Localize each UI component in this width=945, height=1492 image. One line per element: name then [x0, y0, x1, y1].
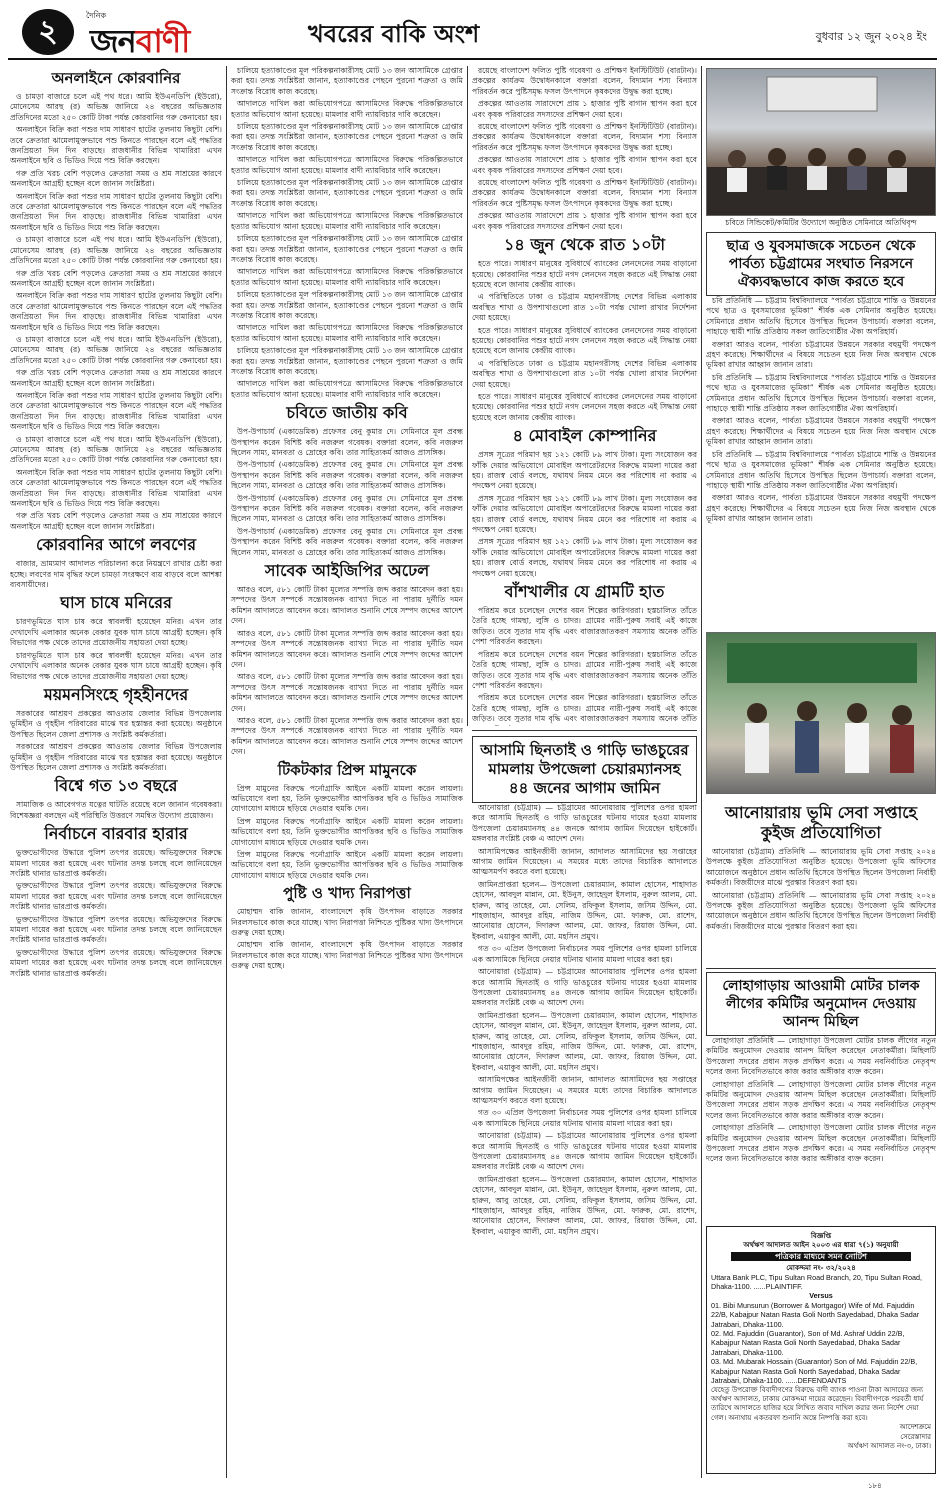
article-text: গরু প্রতি খরচ বেশি পড়লেও ক্রেতারা সময় ও শ্রম সাশ্রয়ের কারণে অনলাইনে আগ্রহী হচ্ছেন বলে জানান সংশ্লিষ্টরা।	[10, 268, 222, 288]
article-text: ও চামড়া বাজারে চলে এই পথ ধরে। আমি ইউএনডিপি (ইউরো), মোনেসেম আরছ (র) অভিজ্ঞ জানিয়ে ২৪ বছরের অভিজ্ঞতায় প্রতিদিনের মতো ২৫০ কোটি টাকা পর্যন্ত কোরবানির গরু কেনাবেচা হয়।	[10, 334, 222, 365]
article-text: আদালতে দাখিল করা অভিযোগপত্রে আসামিদের বিরুদ্ধে পরিকল্পিতভাবে হত্যার অভিযোগ আনা হয়েছে। মামলার বাদী ন্যায়বিচার দাবি করেছেন।	[231, 155, 463, 175]
column-3	[472, 66, 697, 726]
notice-subtitle: অর্থঋণ আদালত আইন ২০০৩ এর ধারা ৭(১) অনুযায়ী	[743, 1240, 899, 1250]
notice-case-number: মোকদ্দমা নং- ৩২/২০২৪	[786, 1263, 856, 1273]
column-1	[10, 66, 222, 1478]
article-text: সরকারের আশ্রয়ণ প্রকল্পের আওতায় জেলার বিভিন্ন উপজেলায় ভূমিহীন ও গৃহহীন পরিবারের মাঝে ঘর হস্তান্তর করা হয়েছে। অনুষ্ঠানে উপস্থিত ছিলেন জেলা প্রশাসক ও সংশ্লিষ্ট কর্মকর্তারা।	[10, 708, 222, 739]
article-text: রয়েছে বাংলাদেশ ফলিত পুষ্টি গবেষণা ও প্রশিক্ষণ ইনস্টিটিউট (বারটান)। প্রকল্পের কার্যক্রম উদ্বোধনকালে বক্তারা বলেন, বিদ্যমান শস্য বিন্যাস পরিবর্তন করে পুষ্টিসমৃদ্ধ ফসল উৎপাদনে কৃষকদের উদ্বুদ্ধ করা হচ্ছে।	[472, 178, 697, 208]
article-text: গরু প্রতি খরচ বেশি পড়লেও ক্রেতারা সময় ও শ্রম সাশ্রয়ের কারণে অনলাইনে আগ্রহী হচ্ছেন বলে জানান সংশ্লিষ্টরা।	[10, 168, 222, 189]
article-text: লোহাগাড়া প্রতিনিধি — লোহাগাড়া উপজেলা মোটর চালক লীগের নতুন কমিটির অনুমোদন দেওয়ায় আনন্দ মিছিল করেছেন নেতাকর্মীরা। মিছিলটি উপজেলা সদরের প্রধান সড়ক প্রদক্ষিণ করে। এ সময় নবনির্বাচিত নেতৃবৃন্দ দলের জন্য নিবেদিতভাবে কাজ করার অঙ্গীকার ব্যক্ত করেন।	[706, 1123, 936, 1164]
article-text: চারণভূমিতে ঘাস চাষ করে স্বাবলম্বী হয়েছেন মনির। এখন তার দেখাদেখি এলাকার অনেক বেকার যুবক ঘাস চাষে আগ্রহী হচ্ছেন। কৃষি বিভাগের পক্ষ থেকে তাদের প্রয়োজনীয় সহায়তা দেয়া হচ্ছে।	[10, 650, 222, 681]
article-text: লোহাগাড়া প্রতিনিধি — লোহাগাড়া উপজেলা মোটর চালক লীগের নতুন কমিটির অনুমোদন দেওয়ায় আনন্দ মিছিল করেছেন নেতাকর্মীরা। মিছিলটি উপজেলা সদরের প্রধান সড়ক প্রদক্ষিণ করে। এ সময় নবনির্বাচিত নেতৃবৃন্দ দলের জন্য নিবেদিতভাবে কাজ করার অঙ্গীকার ব্যক্ত করেন।	[706, 1079, 936, 1120]
headline-nutrition: পুষ্টি ও খাদ্য নিরাপত্তা	[283, 884, 411, 903]
article-text: আরও বলে, ৫৮১ কোটি টাকা মূল্যের সম্পত্তি জব্দ করার আবেদন করা হয়। সম্পদের উৎস সম্পর্কে সন্তোষজনক ব্যাখ্যা দিতে না পারায় দুর্নীতি দমন কমিশন আদালতে আবেদন করে। আদালত শুনানি শেষে সম্পদ জব্দের আদেশ দেন।	[231, 715, 463, 757]
article-text: আদালতে দাখিল করা অভিযোগপত্রে আসামিদের বিরুদ্ধে পরিকল্পিতভাবে হত্যার অভিযোগ আনা হয়েছে। মামলার বাদী ন্যায়বিচার দাবি করেছেন।	[231, 211, 463, 231]
section-divider	[472, 730, 697, 731]
article-text: আনোয়ারা (চট্টগ্রাম) — চট্টগ্রামের আনোয়ারায় পুলিশের ওপর হামলা করে আসামি ছিনতাই ও গাড়ি ভাঙচুরের ঘটনায় দায়ের হওয়া মামলায় উপজেলা চেয়ারম্যানসহ ৪৪ জনকে আগাম জামিন দিয়েছেন হাইকোর্ট। মঙ্গলবার সংশ্লিষ্ট বেঞ্চ এ আদেশ দেন।	[472, 1131, 697, 1172]
quiz-photo-scene	[707, 633, 936, 794]
article-text: আদালতে দাখিল করা অভিযোগপত্রে আসামিদের বিরুদ্ধে পরিকল্পিতভাবে হত্যার অভিযোগ আনা হয়েছে। মামলার বাদী ন্যায়বিচার দাবি করেছেন।	[231, 323, 463, 343]
article-text: উপ-উপাচার্য (একাডেমিক) প্রফেসর বেনু কুমার দে। সেমিনারে মূল প্রবন্ধ উপস্থাপন করেন বিশিষ্ট কবি নজরুল গবেষক। বক্তারা বলেন, কবি নজরুল ছিলেন সাম্য, মানবতা ও দ্রোহের কবি। তার সাহিত্যকর্ম আজও প্রাসঙ্গিক।	[231, 427, 463, 457]
article-text: প্রকল্পের আওতায় সারাদেশে প্রায় ১ হাজার পুষ্টি বাগান স্থাপন করা হবে এবং কৃষক পরিবারের সদস্যদের প্রশিক্ষণ দেয়া হবে।	[472, 99, 697, 119]
masthead	[8, 6, 937, 60]
headline-grass: ঘাস চাষে মনিরের	[60, 593, 172, 613]
notice-defendant-2: 02. Md. Fajuddin (Guarantor), Son of Md. Ashraf Uddin 22/B, Kabajpur Natan Rasta Goli North Sayedabad, Dhaka Sadar Jatrabari, Dhaka-1100.	[711, 1329, 905, 1357]
court-notice	[706, 1226, 936, 1474]
article-text: আরও বলে, ৫৮১ কোটি টাকা মূল্যের সম্পত্তি জব্দ করার আবেদন করা হয়। সম্পদের উৎস সম্পর্কে সন্তোষজনক ব্যাখ্যা দিতে না পারায় দুর্নীতি দমন কমিশন আদালতে আবেদন করে। আদালত শুনানি শেষে সম্পদ জব্দের আদেশ দেন।	[231, 628, 463, 669]
article-text: জামিনপ্রাপ্তরা হলেন— উপজেলা চেয়ারম্যান, কামাল হোসেন, শাহাদাত হোসেন, আবদুল মান্নান, মো. ইউনুস, জাহেদুল ইসলাম, নুরুল আলম, মো. হারুন, আবু তাহের, মো. সেলিম, রফিকুল ইসলাম, জসিম উদ্দিন, মো. শাহজাহান, আবদুর রহিম, নাজিম উদ্দিন, মো. ফারুক, মো. রাশেদ, আনোয়ার হোসেন, দিদারুল আলম, মো. জাফর, রিয়াজ উদ্দিন, মো. ইকবাল, এয়াকুব আলী, মো. মহসিন প্রমুখ।	[472, 1174, 697, 1236]
article-text: আরও বলে, ৫৮১ কোটি টাকা মূল্যের সম্পত্তি জব্দ করার আবেদন করা হয়। সম্পদের উৎস সম্পর্কে সন্তোষজনক ব্যাখ্যা দিতে না পারায় দুর্নীতি দমন কমিশন আদালতে আবেদন করে। আদালত শুনানি শেষে সম্পদ জব্দের আদেশ দেন।	[231, 585, 463, 626]
article-text: ও চামড়া বাজারে চলে এই পথ ধরে। আমি ইউএনডিপি (ইউরো), মোনেসেম আরছ (র) অভিজ্ঞ জানিয়ে ২৪ বছরের অভিজ্ঞতায় প্রতিদিনের মতো ২৫০ কোটি টাকা পর্যন্ত কোরবানির গরু কেনাবেচা হয়।	[10, 434, 222, 465]
page-code: ১৮৪	[868, 1482, 882, 1490]
headline-election: নির্বাচনে বারবার হারার	[44, 824, 188, 844]
headline-anwara-quiz: আনোয়ারায় ভূমি সেবা সপ্তাহে কুইজ প্রতিযোগিতা	[724, 803, 918, 842]
article-text: আনোয়ারা (চট্টগ্রাম) প্রতিনিধি — আনোয়ারায় ভূমি সেবা সপ্তাহ ২০২৪ উপলক্ষে কুইজ প্রতিযোগিতা অনুষ্ঠিত হয়েছে। উপজেলা ভূমি অফিসের আয়োজনে অনুষ্ঠানে প্রধান অতিথি হিসেবে উপস্থিত ছিলেন উপজেলা নির্বাহী কর্মকর্তা। বিজয়ীদের মাঝে পুরস্কার বিতরণ করা হয়।	[706, 847, 936, 888]
article-text: অনলাইনে বিক্রি করা পশুর দাম সাধারণ হাটের তুলনায় কিছুটা বেশি। তবে ক্রেতারা ঝামেলামুক্তভাবে পশু কিনতে পারছেন বলে এই পদ্ধতির জনপ্রিয়তা দিন দিন বাড়ছে। রাজধানীর বিভিন্ন খামারিরা এখন অনলাইনে ছবি ও ভিডিও দিয়ে পশু বিক্রি করছেন।	[10, 390, 222, 432]
article-text: পরিশ্রম করে চলেছেন দেশের বয়ন শিল্পের কারিগররা। হস্তচালিত তাঁতে তৈরি হচ্ছে গামছা, লুঙ্গি ও চাদর। গ্রামের নারী-পুরুষ সবাই এই কাজে জড়িত। তবে সুতার দাম বৃদ্ধি এবং বাজারজাতকরণ সমস্যায় অনেক তাঁতি পেশা পরিবর্তন করছেন।	[472, 649, 697, 690]
article-text: চালিয়ে হত্যাকাণ্ডের মূল পরিকল্পনাকারীসহ মোট ১৩ জন আসামিকে গ্রেপ্তার করা হয়। তদন্ত সংশ্লিষ্টরা জানান, হত্যাকাণ্ডের পেছনে পুরনো শত্রুতা ও জমি সংক্রান্ত বিরোধ কাজ করেছে।	[231, 122, 463, 152]
notice-banner: পত্রিকার মাধ্যমে সমন নোটিশ	[731, 1252, 911, 1261]
article-text: ভুক্তভোগীদের উদ্ধারে পুলিশ তৎপর রয়েছে। অভিযুক্তদের বিরুদ্ধে মামলা দায়ের করা হয়েছে এবং ঘটনার তদন্ত চলছে বলে জানিয়েছেন সংশ্লিষ্ট থানার ভারপ্রাপ্ত কর্মকর্তা।	[10, 881, 222, 912]
newspaper-logo	[90, 16, 189, 70]
headline-banshkhali: বাঁশখালীর যে গ্রামটি হাত	[504, 582, 665, 602]
article-text: আরও বলে, ৫৮১ কোটি টাকা মূল্যের সম্পত্তি জব্দ করার আবেদন করা হয়। সম্পদের উৎস সম্পর্কে সন্তোষজনক ব্যাখ্যা দিতে না পারায় দুর্নীতি দমন কমিশন আদালতে আবেদন করে। আদালত শুনানি শেষে সম্পদ জব্দের আদেশ দেন।	[231, 672, 463, 713]
notice-body: যেহেতু উপরোক্ত বিবাদীগণের বিরুদ্ধে বাদী ব্যাংক পাওনা টাকা আদায়ের জন্য অর্থঋণ আদালত, ঢাকায় মোকদ্দমা দায়ের করেছেন। বিবাদীগণকে পরবর্তী ধার্য তারিখে আদালতে হাজির হয়ে লিখিত জবাব দাখিল করার জন্য নির্দেশ দেয়া গেল। অন্যথায় একতরফা শুনানি অন্তে নিষ্পত্তি করা হবে।	[711, 1385, 924, 1422]
notice-versus: Versus	[809, 1291, 833, 1301]
article-text: মোহাম্মদ বাকি জানান, বাংলাদেশে কৃষি উৎপাদন বাড়াতে সরকার নিরলসভাবে কাজ করে যাচ্ছে। খাদ্য নিরাপত্তা নিশ্চিতে পুষ্টিকর খাদ্য উৎপাদনে গুরুত্ব দেয়া হচ্ছে।	[231, 940, 463, 971]
article-text: চালিয়ে হত্যাকাণ্ডের মূল পরিকল্পনাকারীসহ মোট ১৩ জন আসামিকে গ্রেপ্তার করা হয়। তদন্ত সংশ্লিষ্টরা জানান, হত্যাকাণ্ডের পেছনে পুরনো শত্রুতা ও জমি সংক্রান্ত বিরোধ কাজ করেছে।	[231, 290, 463, 320]
article-text: প্রকল্পের আওতায় সারাদেশে প্রায় ১ হাজার পুষ্টি বাগান স্থাপন করা হবে এবং কৃষক পরিবারের সদস্যদের প্রশিক্ষণ দেয়া হবে।	[472, 211, 697, 231]
article-text: আসামিপক্ষের আইনজীবী জানান, আদালত আসামিদের ছয় সপ্তাহের আগাম জামিন দিয়েছেন। এ সময়ের মধ্যে তাদের বিচারিক আদালতে আত্মসমর্পণ করতে বলা হয়েছে।	[472, 846, 697, 877]
article-text: প্রিন্স মামুনের বিরুদ্ধে পর্নোগ্রাফি আইনে একটি মামলা করেন লায়লা। অভিযোগে বলা হয়, তিনি ভুক্তভোগীর আপত্তিকর ছবি ও ভিডিও সামাজিক যোগাযোগ মাধ্যমে ছড়িয়ে দেওয়ার হুমকি দেন।	[231, 783, 463, 814]
article-text: আনোয়ারা (চট্টগ্রাম) — চট্টগ্রামের আনোয়ারায় পুলিশের ওপর হামলা করে আসামি ছিনতাই ও গাড়ি ভাঙচুরের ঘটনায় দায়ের হওয়া মামলায় উপজেলা চেয়ারম্যানসহ ৪৪ জনকে আগাম জামিন দিয়েছেন হাইকোর্ট। মঙ্গলবার সংশ্লিষ্ট বেঞ্চ এ আদেশ দেন।	[472, 967, 697, 1008]
headline-tiktoker: টিকটকার প্রিন্স মামুনকে	[277, 760, 417, 779]
headline-mymensingh: ময়মনসিংহে গৃহহীনদের	[43, 684, 189, 704]
article-text: প্রসঙ্গ সূত্রের পরিমাণ ছয় ১২১ কোটি ৮৯ লাখ টাকা। মূল্য সংযোজন কর ফাঁকি দেয়ার অভিযোগে মোবাইল অপারেটরদের বিরুদ্ধে মামলা দায়ের করা হয়। রাজস্ব বোর্ড বলছে, যথাযথ নিয়ম মেনে কর পরিশোধ না করায় এ পদক্ষেপ নেয়া হয়েছে।	[472, 450, 697, 491]
article-text: চবি প্রতিনিধি — চট্টগ্রাম বিশ্ববিদ্যালয়ে “পার্বত্য চট্টগ্রামে শান্তি ও উন্নয়নের পথে ছাত্র ও যুবসমাজের ভূমিকা” শীর্ষক এক সেমিনার অনুষ্ঠিত হয়েছে। সেমিনারে প্রধান অতিথি হিসেবে উপস্থিত ছিলেন উপাচার্য। বক্তারা বলেন, পাহাড়ে স্থায়ী শান্তি প্রতিষ্ঠায় সকল জাতিগোষ্ঠীর ঐক্য অপরিহার্য।	[706, 296, 936, 337]
article-text: প্রিন্স মামুনের বিরুদ্ধে পর্নোগ্রাফি আইনে একটি মামলা করেন লায়লা। অভিযোগে বলা হয়, তিনি ভুক্তভোগীর আপত্তিকর ছবি ও ভিডিও সামাজিক যোগাযোগ মাধ্যমে ছড়িয়ে দেওয়ার হুমকি দেন।	[231, 816, 463, 847]
section-divider	[706, 968, 936, 969]
article-text: এ পরিস্থিতিতে ঢাকা ও চট্টগ্রাম মহানগরীসহ দেশের বিভিন্ন এলাকায় অবস্থিত শাখা ও উপশাখাগুলো রাত ১০টা পর্যন্ত খোলা রাখার নির্দেশনা দেয়া হয়েছে।	[472, 358, 697, 389]
article-text: চবি প্রতিনিধি — চট্টগ্রাম বিশ্ববিদ্যালয়ে “পার্বত্য চট্টগ্রামে শান্তি ও উন্নয়নের পথে ছাত্র ও যুবসমাজের ভূমিকা” শীর্ষক এক সেমিনার অনুষ্ঠিত হয়েছে। সেমিনারে প্রধান অতিথি হিসেবে উপস্থিত ছিলেন উপাচার্য। বক্তারা বলেন, পাহাড়ে স্থায়ী শান্তি প্রতিষ্ঠায় সকল জাতিগোষ্ঠীর ঐক্য অপরিহার্য।	[706, 372, 936, 414]
article-text: চালিয়ে হত্যাকাণ্ডের মূল পরিকল্পনাকারীসহ মোট ১৩ জন আসামিকে গ্রেপ্তার করা হয়। তদন্ত সংশ্লিষ্টরা জানান, হত্যাকাণ্ডের পেছনে পুরনো শত্রুতা ও জমি সংক্রান্ত বিরোধ কাজ করেছে।	[231, 346, 463, 376]
headline-cht-youth: ছাত্র ও যুবসমাজকে সচেতন থেকে পার্বত্য চট্টগ্রামের সংঘাত নিরসনে ঐক্যবদ্ধভাবে কাজ করতে হবে	[706, 232, 936, 296]
article-text: প্রিন্স মামুনের বিরুদ্ধে পর্নোগ্রাফি আইনে একটি মামলা করেন লায়লা। অভিযোগে বলা হয়, তিনি ভুক্তভোগীর আপত্তিকর ছবি ও ভিডিও সামাজিক যোগাযোগ মাধ্যমে ছড়িয়ে দেওয়ার হুমকি দেন।	[231, 850, 463, 880]
issue-date: বুধবার ১২ জুন ২০২৪ ইং	[815, 30, 927, 43]
seminar-photo	[706, 68, 936, 216]
page-number: ২	[22, 9, 74, 55]
article-text: জামিনপ্রাপ্তরা হলেন— উপজেলা চেয়ারম্যান, কামাল হোসেন, শাহাদাত হোসেন, আবদুল মান্নান, মো. ইউনুস, জাহেদুল ইসলাম, নুরুল আলম, মো. হারুন, আবু তাহের, মো. সেলিম, রফিকুল ইসলাম, জসিম উদ্দিন, মো. শাহজাহান, আবদুর রহিম, নাজিম উদ্দিন, মো. ফারুক, মো. রাশেদ, আনোয়ার হোসেন, দিদারুল আলম, মো. জাফর, রিয়াজ উদ্দিন, মো. ইকবাল, এয়াকুব আলী, মো. মহসিন প্রমুখ।	[472, 1010, 697, 1072]
article-text: উপ-উপাচার্য (একাডেমিক) প্রফেসর বেনু কুমার দে। সেমিনারে মূল প্রবন্ধ উপস্থাপন করেন বিশিষ্ট কবি নজরুল গবেষক। বক্তারা বলেন, কবি নজরুল ছিলেন সাম্য, মানবতা ও দ্রোহের কবি। তার সাহিত্যকর্ম আজও প্রাসঙ্গিক।	[231, 526, 463, 557]
article-text: আসামিপক্ষের আইনজীবী জানান, আদালত আসামিদের ছয় সপ্তাহের আগাম জামিন দিয়েছেন। এ সময়ের মধ্যে তাদের বিচারিক আদালতে আত্মসমর্পণ করতে বলা হয়েছে।	[472, 1075, 697, 1105]
column-divider	[226, 66, 227, 1478]
article-text: ভুক্তভোগীদের উদ্ধারে পুলিশ তৎপর রয়েছে। অভিযুক্তদের বিরুদ্ধে মামলা দায়ের করা হয়েছে এবং ঘটনার তদন্ত চলছে বলে জানিয়েছেন সংশ্লিষ্ট থানার ভারপ্রাপ্ত কর্মকর্তা।	[10, 848, 222, 878]
article-text: অনলাইনে বিক্রি করা পশুর দাম সাধারণ হাটের তুলনায় কিছুটা বেশি। তবে ক্রেতারা ঝামেলামুক্তভাবে পশু কিনতে পারছেন বলে এই পদ্ধতির জনপ্রিয়তা দিন দিন বাড়ছে। রাজধানীর বিভিন্ন খামারিরা এখন অনলাইনে ছবি ও ভিডিও দিয়ে পশু বিক্রি করছেন।	[10, 467, 222, 509]
logo-part-a: জন	[90, 22, 136, 60]
article-text: চালিয়ে হত্যাকাণ্ডের মূল পরিকল্পনাকারীসহ মোট ১৩ জন আসামিকে গ্রেপ্তার করা হয়। তদন্ত সংশ্লিষ্টরা জানান, হত্যাকাণ্ডের পেছনে পুরনো শত্রুতা ও জমি সংক্রান্ত বিরোধ কাজ করেছে।	[231, 234, 463, 264]
headline-anwara-bail: আসামি ছিনতাই ও গাড়ি ভাঙচুরের মামলায় উপজেলা চেয়ারম্যানসহ ৪৪ জনের আগাম জামিন	[472, 736, 697, 803]
article-text: চবি প্রতিনিধি — চট্টগ্রাম বিশ্ববিদ্যালয়ে “পার্বত্য চট্টগ্রামে শান্তি ও উন্নয়নের পথে ছাত্র ও যুবসমাজের ভূমিকা” শীর্ষক এক সেমিনার অনুষ্ঠিত হয়েছে। সেমিনারে প্রধান অতিথি হিসেবে উপস্থিত ছিলেন উপাচার্য। বক্তারা বলেন, পাহাড়ে স্থায়ী শান্তি প্রতিষ্ঠায় সকল জাতিগোষ্ঠীর ঐক্য অপরিহার্য।	[706, 449, 936, 490]
article-text: হতে পারে। সাধারণ মানুষের সুবিধার্থে ব্যাংকের লেনদেনের সময় বাড়ানো হয়েছে। কোরবানির পশুর হাটে নগদ লেনদেন সহজ করতে এই সিদ্ধান্ত নেয়া হয়েছে বলে জানায় কেন্দ্রীয় ব্যাংক।	[472, 325, 697, 356]
article-text: রয়েছে বাংলাদেশ ফলিত পুষ্টি গবেষণা ও প্রশিক্ষণ ইনস্টিটিউট (বারটান)। প্রকল্পের কার্যক্রম উদ্বোধনকালে বক্তারা বলেন, বিদ্যমান শস্য বিন্যাস পরিবর্তন করে পুষ্টিসমৃদ্ধ ফসল উৎপাদনে কৃষকদের উদ্বুদ্ধ করা হচ্ছে।	[472, 122, 697, 152]
article-text: সামাজিক ও আবেগগত যত্নের ঘাটতি রয়েছে বলে জানান গবেষকরা। বিশেষজ্ঞরা বলছেন এই পরিস্থিতি উত্তরণে সমন্বিত উদ্যোগ প্রয়োজন।	[10, 800, 222, 820]
article-text: আদালতে দাখিল করা অভিযোগপত্রে আসামিদের বিরুদ্ধে পরিকল্পিতভাবে হত্যার অভিযোগ আনা হয়েছে। মামলার বাদী ন্যায়বিচার দাবি করেছেন।	[231, 379, 463, 399]
article-text: জামিনপ্রাপ্তরা হলেন— উপজেলা চেয়ারম্যান, কামাল হোসেন, শাহাদাত হোসেন, আবদুল মান্নান, মো. ইউনুস, জাহেদুল ইসলাম, নুরুল আলম, মো. হারুন, আবু তাহের, মো. সেলিম, রফিকুল ইসলাম, জসিম উদ্দিন, মো. শাহজাহান, আবদুর রহিম, নাজিম উদ্দিন, মো. ফারুক, মো. রাশেদ, আনোয়ার হোসেন, দিদারুল আলম, মো. জাফর, রিয়াজ উদ্দিন, মো. ইকবাল, এয়াকুব আলী, মো. মহসিন প্রমুখ।	[472, 879, 697, 941]
article-text: চালিয়ে হত্যাকাণ্ডের মূল পরিকল্পনাকারীসহ মোট ১৩ জন আসামিকে গ্রেপ্তার করা হয়। তদন্ত সংশ্লিষ্টরা জানান, হত্যাকাণ্ডের পেছনে পুরনো শত্রুতা ও জমি সংক্রান্ত বিরোধ কাজ করেছে।	[231, 66, 463, 96]
headline-bank-hours: ১৪ জুন থেকে রাত ১০টা	[504, 235, 665, 255]
article-text: বক্তারা আরও বলেন, পার্বত্য চট্টগ্রামের উন্নয়নে সরকার বহুমুখী পদক্ষেপ গ্রহণ করেছে। শিক্ষার্থীদের এ বিষয়ে সচেতন হয়ে নিজ নিজ অবস্থান থেকে ভূমিকা রাখার আহ্বান জানান তারা।	[706, 493, 936, 524]
column-5	[472, 736, 697, 1478]
article-text: গত ৩০ এপ্রিল উপজেলা নির্বাচনের সময় পুলিশের ওপর হামলা চালিয়ে এক আসামিকে ছিনিয়ে নেয়ার ঘটনায় থানায় মামলা দায়ের করা হয়।	[472, 1108, 697, 1128]
notice-defendant-3: 03. Md. Mubarak Hossain (Guarantor) Son of Md. Fajuddin 22/B, Kabajpur Natan Rasta Goli North Sayedabad, Dhaka Sadar Jatrabari, Dhaka-1100. ......DEFENDANTS	[711, 1357, 918, 1386]
article-text: হতে পারে। সাধারণ মানুষের সুবিধার্থে ব্যাংকের লেনদেনের সময় বাড়ানো হয়েছে। কোরবানির পশুর হাটে নগদ লেনদেন সহজ করতে এই সিদ্ধান্ত নেয়া হয়েছে বলে জানায় কেন্দ্রীয় ব্যাংক।	[472, 391, 697, 422]
article-text: বক্তারা আরও বলেন, পার্বত্য চট্টগ্রামের উন্নয়নে সরকার বহুমুখী পদক্ষেপ গ্রহণ করেছে। শিক্ষার্থীদের এ বিষয়ে সচেতন হয়ে নিজ নিজ অবস্থান থেকে ভূমিকা রাখার আহ্বান জানান তারা।	[706, 416, 936, 447]
article-text: অনলাইনে বিক্রি করা পশুর দাম সাধারণ হাটের তুলনায় কিছুটা বেশি। তবে ক্রেতারা ঝামেলামুক্তভাবে পশু কিনতে পারছেন বলে এই পদ্ধতির জনপ্রিয়তা দিন দিন বাড়ছে। রাজধানীর বিভিন্ন খামারিরা এখন অনলাইনে ছবি ও ভিডিও দিয়ে পশু বিক্রি করছেন।	[10, 191, 222, 232]
headline-online-qurbani: অনলাইনে কোরবানির	[51, 69, 181, 87]
column-divider	[701, 66, 702, 1478]
article-text: অনলাইনে বিক্রি করা পশুর দাম সাধারণ হাটের তুলনায় কিছুটা বেশি। তবে ক্রেতারা ঝামেলামুক্তভাবে পশু কিনতে পারছেন বলে এই পদ্ধতির জনপ্রিয়তা দিন দিন বাড়ছে। রাজধানীর বিভিন্ন খামারিরা এখন অনলাইনে ছবি ও ভিডিও দিয়ে পশু বিক্রি করছেন।	[10, 125, 222, 166]
logo-part-b: বাণী	[135, 22, 190, 60]
article-text: প্রকল্পের আওতায় সারাদেশে প্রায় ১ হাজার পুষ্টি বাগান স্থাপন করা হবে এবং কৃষক পরিবারের সদস্যদের প্রশিক্ষণ দেয়া হবে।	[472, 155, 697, 175]
article-text: মোহাম্মদ বাকি জানান, বাংলাদেশে কৃষি উৎপাদন বাড়াতে সরকার নিরলসভাবে কাজ করে যাচ্ছে। খাদ্য নিরাপত্তা নিশ্চিতে পুষ্টিকর খাদ্য উৎপাদনে গুরুত্ব দেয়া হচ্ছে।	[231, 907, 463, 938]
article-text: আদালতে দাখিল করা অভিযোগপত্রে আসামিদের বিরুদ্ধে পরিকল্পিতভাবে হত্যার অভিযোগ আনা হয়েছে। মামলার বাদী ন্যায়বিচার দাবি করেছেন।	[231, 267, 463, 287]
headline-salt: কোরবানির আগে লবণের	[35, 535, 197, 555]
notice-signature-3: অর্থঋণ আদালত নং-৩, ঢাকা।	[847, 1441, 931, 1450]
notice-plaintiff: Uttara Bank PLC, Tipu Sultan Road Branch, 20, Tipu Sultan Road, Dhaka-1100. ......PLAINTIFF.	[711, 1272, 922, 1292]
article-text: আনোয়ারা (চট্টগ্রাম) — চট্টগ্রামের আনোয়ারায় পুলিশের ওপর হামলা করে আসামি ছিনতাই ও গাড়ি ভাঙচুরের ঘটনায় দায়ের হওয়া মামলায় উপজেলা চেয়ারম্যানসহ ৪৪ জনকে আগাম জামিন দিয়েছেন হাইকোর্ট। মঙ্গলবার সংশ্লিষ্ট বেঞ্চ এ আদেশ দেন।	[472, 803, 697, 844]
article-text: গরু প্রতি খরচ বেশি পড়লেও ক্রেতারা সময় ও শ্রম সাশ্রয়ের কারণে অনলাইনে আগ্রহী হচ্ছেন বলে জানান সংশ্লিষ্টরা।	[10, 368, 222, 388]
article-text: উপ-উপাচার্য (একাডেমিক) প্রফেসর বেনু কুমার দে। সেমিনারে মূল প্রবন্ধ উপস্থাপন করেন বিশিষ্ট কবি নজরুল গবেষক। বক্তারা বলেন, কবি নজরুল ছিলেন সাম্য, মানবতা ও দ্রোহের কবি। তার সাহিত্যকর্ম আজও প্রাসঙ্গিক।	[231, 493, 463, 524]
article-text: লোহাগাড়া প্রতিনিধি — লোহাগাড়া উপজেলা মোটর চালক লীগের নতুন কমিটির অনুমোদন দেওয়ায় আনন্দ মিছিল করেছেন নেতাকর্মীরা। মিছিলটি উপজেলা সদরের প্রধান সড়ক প্রদক্ষিণ করে। এ সময় নবনির্বাচিত নেতৃবৃন্দ দলের জন্য নিবেদিতভাবে কাজ করার অঙ্গীকার ব্যক্ত করেন।	[706, 1036, 936, 1077]
column-4-middle	[706, 800, 936, 966]
article-text: ও চামড়া বাজারে চলে এই পথ ধরে। আমি ইউএনডিপি (ইউরো), মোনেসেম আরছ (র) অভিজ্ঞ জানিয়ে ২৪ বছরের অভিজ্ঞতায় প্রতিদিনের মতো ২৫০ কোটি টাকা পর্যন্ত কোরবানির গরু কেনাবেচা হয়।	[10, 92, 222, 122]
article-text: ভুক্তভোগীদের উদ্ধারে পুলিশ তৎপর রয়েছে। অভিযুক্তদের বিরুদ্ধে মামলা দায়ের করা হয়েছে এবং ঘটনার তদন্ত চলছে বলে জানিয়েছেন সংশ্লিষ্ট থানার ভারপ্রাপ্ত কর্মকর্তা।	[10, 914, 222, 945]
article-text: বক্তারা আরও বলেন, পার্বত্য চট্টগ্রামের উন্নয়নে সরকার বহুমুখী পদক্ষেপ গ্রহণ করেছে। শিক্ষার্থীদের এ বিষয়ে সচেতন হয়ে নিজ নিজ অবস্থান থেকে ভূমিকা রাখার আহ্বান জানান তারা।	[706, 339, 936, 370]
article-text: এ পরিস্থিতিতে ঢাকা ও চট্টগ্রাম মহানগরীসহ দেশের বিভিন্ন এলাকায় অবস্থিত শাখা ও উপশাখাগুলো রাত ১০টা পর্যন্ত খোলা রাখার নির্দেশনা দেয়া হয়েছে।	[472, 292, 697, 323]
photo-caption: চবিতে সিন্ডিকেট/কমিটির উদ্যোগে অনুষ্ঠিত সেমিনারে অতিথিবৃন্দ	[725, 218, 917, 227]
article-text: আদালতে দাখিল করা অভিযোগপত্রে আসামিদের বিরুদ্ধে পরিকল্পিতভাবে হত্যার অভিযোগ আনা হয়েছে। মামলার বাদী ন্যায়বিচার দাবি করেছেন।	[231, 99, 463, 119]
column-4-top	[706, 232, 936, 624]
article-text: ও চামড়া বাজারে চলে এই পথ ধরে। আমি ইউএনডিপি (ইউরো), মোনেসেম আরছ (র) অভিজ্ঞ জানিয়ে ২৪ বছরের অভিজ্ঞতায় প্রতিদিনের মতো ২৫০ কোটি টাকা পর্যন্ত কোরবানির গরু কেনাবেচা হয়।	[10, 235, 222, 266]
article-text: পরিশ্রম করে চলেছেন দেশের বয়ন শিল্পের কারিগররা। হস্তচালিত তাঁতে তৈরি হচ্ছে গামছা, লুঙ্গি ও চাদর। গ্রামের নারী-পুরুষ সবাই এই কাজে জড়িত। তবে সুতার দাম বৃদ্ধি এবং বাজারজাতকরণ সমস্যায় অনেক তাঁতি পেশা পরিবর্তন করছেন।	[472, 606, 697, 647]
article-text: চালিয়ে হত্যাকাণ্ডের মূল পরিকল্পনাকারীসহ মোট ১৩ জন আসামিকে গ্রেপ্তার করা হয়। তদন্ত সংশ্লিষ্টরা জানান, হত্যাকাণ্ডের পেছনে পুরনো শত্রুতা ও জমি সংক্রান্ত বিরোধ কাজ করেছে।	[231, 178, 463, 208]
article-text: বাজার, ভ্রাম্যমাণ আদালত পরিচালনা করে নিয়ন্ত্রণে রাখার চেষ্টা করা হচ্ছে। লবণের দাম বৃদ্ধির ফলে চামড়া সংরক্ষণে ব্যয় বাড়বে বলে আশঙ্কা ব্যবসায়ীদের।	[10, 559, 222, 590]
seminar-photo-scene	[707, 69, 936, 216]
article-text: সরকারের আশ্রয়ণ প্রকল্পের আওতায় জেলার বিভিন্ন উপজেলায় ভূমিহীন ও গৃহহীন পরিবারের মাঝে ঘর হস্তান্তর করা হয়েছে। অনুষ্ঠানে উপস্থিত ছিলেন জেলা প্রশাসক ও সংশ্লিষ্ট কর্মকর্তারা।	[10, 742, 222, 772]
headline-chobi-poet: চবিতে জাতীয় কবি	[286, 403, 408, 423]
daily-label: দৈনিক	[86, 11, 107, 20]
column-2	[231, 66, 463, 1478]
headline-ex-igp: সাবেক আইজিপির অঢেল	[264, 561, 430, 581]
notice-defendant-1: 01. Bibi Munsurun (Borrower & Mortgagor) Wife of Md. Fajuddin 22/B, Kabajpur Natan Rasta Goli North Sayedabad, Dhaka Sadar Jatrabari, Dhaka-1100.	[711, 1300, 920, 1329]
headline-mobile-companies: ৪ মোবাইল কোম্পানির	[512, 426, 657, 446]
article-text: হতে পারে। সাধারণ মানুষের সুবিধার্থে ব্যাংকের লেনদেনের সময় বাড়ানো হয়েছে। কোরবানির পশুর হাটে নগদ লেনদেন সহজ করতে এই সিদ্ধান্ত নেয়া হয়েছে বলে জানায় কেন্দ্রীয় ব্যাংক।	[472, 259, 697, 289]
article-text: আনোয়ারা (চট্টগ্রাম) প্রতিনিধি — আনোয়ারায় ভূমি সেবা সপ্তাহ ২০২৪ উপলক্ষে কুইজ প্রতিযোগিতা অনুষ্ঠিত হয়েছে। উপজেলা ভূমি অফিসের আয়োজনে অনুষ্ঠানে প্রধান অতিথি হিসেবে উপস্থিত ছিলেন উপজেলা নির্বাহী কর্মকর্তা। বিজয়ীদের মাঝে পুরস্কার বিতরণ করা হয়।	[706, 890, 936, 931]
notice-title: বিজ্ঞপ্তি	[810, 1231, 832, 1240]
article-text: অনলাইনে বিক্রি করা পশুর দাম সাধারণ হাটের তুলনায় কিছুটা বেশি। তবে ক্রেতারা ঝামেলামুক্তভাবে পশু কিনতে পারছেন বলে এই পদ্ধতির জনপ্রিয়তা দিন দিন বাড়ছে। রাজধানীর বিভিন্ন খামারিরা এখন অনলাইনে ছবি ও ভিডিও দিয়ে পশু বিক্রি করছেন।	[10, 291, 222, 332]
article-text: রয়েছে বাংলাদেশ ফলিত পুষ্টি গবেষণা ও প্রশিক্ষণ ইনস্টিটিউট (বারটান)। প্রকল্পের কার্যক্রম উদ্বোধনকালে বক্তারা বলেন, বিদ্যমান শস্য বিন্যাস পরিবর্তন করে পুষ্টিসমৃদ্ধ ফসল উৎপাদনে কৃষকদের উদ্বুদ্ধ করা হচ্ছে।	[472, 66, 697, 96]
article-text: প্রসঙ্গ সূত্রের পরিমাণ ছয় ১২১ কোটি ৮৯ লাখ টাকা। মূল্য সংযোজন কর ফাঁকি দেয়ার অভিযোগে মোবাইল অপারেটরদের বিরুদ্ধে মামলা দায়ের করা হয়। রাজস্ব বোর্ড বলছে, যথাযথ নিয়ম মেনে কর পরিশোধ না করায় এ পদক্ষেপ নেয়া হয়েছে।	[472, 537, 697, 578]
headline-lohagara: লোহাগাড়ায় আওয়ামী মোটর চালক লীগের কমিটির অনুমোদন দেওয়ায় আনন্দ মিছিল	[706, 972, 936, 1036]
headline-world-13-years: বিশ্বে গত ১৩ বছরে	[54, 776, 178, 796]
article-text: উপ-উপাচার্য (একাডেমিক) প্রফেসর বেনু কুমার দে। সেমিনারে মূল প্রবন্ধ উপস্থাপন করেন বিশিষ্ট কবি নজরুল গবেষক। বক্তারা বলেন, কবি নজরুল ছিলেন সাম্য, মানবতা ও দ্রোহের কবি। তার সাহিত্যকর্ম আজও প্রাসঙ্গিক।	[231, 460, 463, 491]
section-title: খবরের বাকি অংশ	[308, 19, 480, 48]
quiz-photo	[706, 632, 936, 794]
column-divider	[467, 66, 468, 726]
notice-signature-2: সেরেস্তাদার	[900, 1432, 931, 1441]
article-text: ভুক্তভোগীদের উদ্ধারে পুলিশ তৎপর রয়েছে। অভিযুক্তদের বিরুদ্ধে মামলা দায়ের করা হয়েছে এবং ঘটনার তদন্ত চলছে বলে জানিয়েছেন সংশ্লিষ্ট থানার ভারপ্রাপ্ত কর্মকর্তা।	[10, 947, 222, 978]
article-text: চারণভূমিতে ঘাস চাষ করে স্বাবলম্বী হয়েছেন মনির। এখন তার দেখাদেখি এলাকার অনেক বেকার যুবক ঘাস চাষে আগ্রহী হচ্ছেন। কৃষি বিভাগের পক্ষ থেকে তাদের প্রয়োজনীয় সহায়তা দেয়া হচ্ছে।	[10, 617, 222, 648]
article-text: পরিশ্রম করে চলেছেন দেশের বয়ন শিল্পের কারিগররা। হস্তচালিত তাঁতে তৈরি হচ্ছে গামছা, লুঙ্গি ও চাদর। গ্রামের নারী-পুরুষ সবাই এই কাজে জড়িত। তবে সুতার দাম বৃদ্ধি এবং বাজারজাতকরণ সমস্যায় অনেক তাঁতি	[472, 693, 697, 724]
article-text: গরু প্রতি খরচ বেশি পড়লেও ক্রেতারা সময় ও শ্রম সাশ্রয়ের কারণে অনলাইনে আগ্রহী হচ্ছেন বলে জানান সংশ্লিষ্টরা।	[10, 511, 222, 531]
article-text: প্রসঙ্গ সূত্রের পরিমাণ ছয় ১২১ কোটি ৮৯ লাখ টাকা। মূল্য সংযোজন কর ফাঁকি দেয়ার অভিযোগে মোবাইল অপারেটরদের বিরুদ্ধে মামলা দায়ের করা হয়। রাজস্ব বোর্ড বলছে, যথাযথ নিয়ম মেনে কর পরিশোধ না করায় এ পদক্ষেপ নেয়া হয়েছে।	[472, 493, 697, 535]
article-text: গত ৩০ এপ্রিল উপজেলা নির্বাচনের সময় পুলিশের ওপর হামলা চালিয়ে এক আসামিকে ছিনিয়ে নেয়ার ঘটনায় থানায় মামলা দায়ের করা হয়।	[472, 944, 697, 964]
notice-signature-1: আদেশক্রমে	[899, 1423, 931, 1432]
column-4-bottom	[706, 972, 936, 1220]
